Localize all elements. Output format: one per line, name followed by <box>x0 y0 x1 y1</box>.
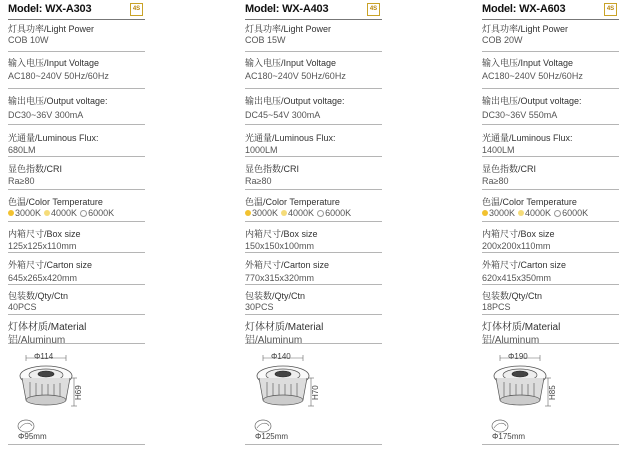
height-dimension: H69 <box>74 385 83 400</box>
spec-row-material <box>8 315 145 344</box>
cct-4000-dot-icon <box>281 210 287 216</box>
spec-row-voltage <box>482 52 619 89</box>
power-value: COB 15W <box>245 35 286 45</box>
cct-options <box>482 208 591 218</box>
downlight-drawing-icon <box>245 348 382 458</box>
spec-row-flux <box>482 125 619 157</box>
downlight-drawing-icon <box>8 348 145 458</box>
material-label: 灯体材质/Material <box>8 322 87 333</box>
spec-row-box <box>245 222 382 253</box>
voltage-value: AC180~240V 50Hz/60Hz <box>245 71 346 81</box>
cct-3000: 3000K <box>15 208 42 218</box>
power-value: COB 20W <box>482 35 523 45</box>
spec-row-cri <box>482 157 619 190</box>
spec-row-carton <box>482 253 619 285</box>
cri-value: Ra≥80 <box>482 176 509 186</box>
cct-label: 色温/Color Temperature <box>482 197 577 207</box>
cri-label: 显色指数/CRI <box>482 164 537 174</box>
box-value: 200x200x110mm <box>482 241 551 251</box>
qty-value: 30PCS <box>245 302 274 312</box>
cri-label: 显色指数/CRI <box>245 164 300 174</box>
output-label: 输出电压/Output voltage: <box>245 96 345 106</box>
cct-6000-dot-icon <box>80 210 87 217</box>
voltage-label: 输入电压/Input Voltage <box>245 58 337 68</box>
cct-4000: 4000K <box>288 208 315 218</box>
spec-row-box <box>482 222 619 253</box>
output-label: 输出电压/Output voltage: <box>482 96 582 106</box>
flux-label: 光通量/Luminous Flux: <box>482 133 573 143</box>
cct-label: 色温/Color Temperature <box>8 197 103 207</box>
spec-row-material <box>482 315 619 344</box>
downlight-drawing-icon <box>482 348 619 458</box>
product-column-a403 <box>245 0 382 441</box>
spec-row-cct <box>482 190 619 222</box>
cct-3000-dot-icon <box>245 210 251 216</box>
cri-value: Ra≥80 <box>8 176 35 186</box>
diameter-dimension: Φ140 <box>271 352 291 361</box>
cct-3000: 3000K <box>252 208 279 218</box>
cct-4000: 4000K <box>525 208 552 218</box>
bottom-divider <box>245 444 382 445</box>
cutout-dimension: Φ95mm <box>18 432 47 441</box>
box-value: 125x125x110mm <box>8 241 77 251</box>
cct-6000-dot-icon <box>317 210 324 217</box>
cct-4000-dot-icon <box>518 210 524 216</box>
spec-row-power <box>8 20 145 52</box>
voltage-label: 输入电压/Input Voltage <box>8 58 100 68</box>
output-label: 输出电压/Output voltage: <box>8 96 108 106</box>
cct-4000: 4000K <box>51 208 78 218</box>
box-label: 内箱尺寸/Box size <box>8 229 81 239</box>
voltage-value: AC180~240V 50Hz/60Hz <box>8 71 109 81</box>
cct-3000: 3000K <box>489 208 516 218</box>
height-dimension: H70 <box>311 385 320 400</box>
material-value: 铝/Aluminum <box>482 335 540 346</box>
spec-row-cri <box>245 157 382 190</box>
cct-6000-dot-icon <box>554 210 561 217</box>
spec-row-output <box>8 89 145 125</box>
product-column-a303 <box>8 0 145 441</box>
power-value: COB 10W <box>8 35 49 45</box>
material-value: 铝/Aluminum <box>8 335 66 346</box>
spec-row-cri <box>8 157 145 190</box>
qty-label: 包装数/Qty/Ctn <box>482 291 543 301</box>
qty-label: 包装数/Qty/Ctn <box>8 291 69 301</box>
diameter-dimension: Φ114 <box>34 352 54 361</box>
cct-6000: 6000K <box>88 208 115 218</box>
box-label: 内箱尺寸/Box size <box>482 229 555 239</box>
power-label: 灯具功率/Light Power <box>482 24 569 34</box>
carton-label: 外箱尺寸/Carton size <box>8 260 93 270</box>
spec-row-cct <box>8 190 145 222</box>
spec-row-voltage <box>8 52 145 89</box>
spec-row-voltage <box>245 52 382 89</box>
flux-value: 1000LM <box>245 145 278 155</box>
spec-row-qty <box>245 285 382 315</box>
cri-value: Ra≥80 <box>245 176 272 186</box>
cct-options <box>245 208 354 218</box>
power-label: 灯具功率/Light Power <box>245 24 332 34</box>
model-header <box>482 0 619 20</box>
spec-row-power <box>245 20 382 52</box>
certification-badge-icon: 4S <box>130 3 143 16</box>
spec-row-cct <box>245 190 382 222</box>
carton-label: 外箱尺寸/Carton size <box>245 260 330 270</box>
model-header <box>245 0 382 20</box>
power-label: 灯具功率/Light Power <box>8 24 95 34</box>
flux-label: 光通量/Luminous Flux: <box>8 133 99 143</box>
model-header <box>8 0 145 20</box>
spec-row-box <box>8 222 145 253</box>
certification-badge-icon: 4S <box>604 3 617 16</box>
carton-value: 770x315x320mm <box>245 273 315 283</box>
carton-value: 645x265x420mm <box>8 273 78 283</box>
cutout-dimension: Φ125mm <box>255 432 289 441</box>
flux-label: 光通量/Luminous Flux: <box>245 133 336 143</box>
cct-3000-dot-icon <box>482 210 488 216</box>
material-value: 铝/Aluminum <box>245 335 303 346</box>
cct-6000: 6000K <box>562 208 589 218</box>
certification-badge-icon: 4S <box>367 3 380 16</box>
cct-label: 色温/Color Temperature <box>245 197 340 207</box>
output-value: DC30~36V 300mA <box>8 110 84 120</box>
bottom-divider <box>482 444 619 445</box>
cct-3000-dot-icon <box>8 210 14 216</box>
voltage-value: AC180~240V 50Hz/60Hz <box>482 71 583 81</box>
height-dimension: H85 <box>548 385 557 400</box>
qty-value: 40PCS <box>8 302 37 312</box>
spec-row-carton <box>8 253 145 285</box>
diameter-dimension: Φ190 <box>508 352 528 361</box>
cct-6000: 6000K <box>325 208 352 218</box>
spec-row-flux <box>8 125 145 157</box>
spec-row-output <box>245 89 382 125</box>
spec-row-power <box>482 20 619 52</box>
flux-value: 680LM <box>8 145 36 155</box>
spec-row-carton <box>245 253 382 285</box>
spec-row-flux <box>245 125 382 157</box>
qty-value: 18PCS <box>482 302 511 312</box>
voltage-label: 输入电压/Input Voltage <box>482 58 574 68</box>
spec-row-qty <box>8 285 145 315</box>
model-title: Model: WX-A403 <box>245 3 329 15</box>
material-label: 灯体材质/Material <box>245 322 324 333</box>
cri-label: 显色指数/CRI <box>8 164 63 174</box>
product-column-a603 <box>482 0 619 441</box>
spec-row-material <box>245 315 382 344</box>
box-value: 150x150x100mm <box>245 241 315 251</box>
cutout-dimension: Φ175mm <box>492 432 526 441</box>
carton-value: 620x415x350mm <box>482 273 552 283</box>
cct-4000-dot-icon <box>44 210 50 216</box>
model-title: Model: WX-A603 <box>482 3 566 15</box>
qty-label: 包装数/Qty/Ctn <box>245 291 306 301</box>
box-label: 内箱尺寸/Box size <box>245 229 318 239</box>
output-value: DC45~54V 300mA <box>245 110 321 120</box>
model-title: Model: WX-A303 <box>8 3 92 15</box>
material-label: 灯体材质/Material <box>482 322 561 333</box>
carton-label: 外箱尺寸/Carton size <box>482 260 567 270</box>
output-value: DC30~36V 550mA <box>482 110 558 120</box>
spec-row-qty <box>482 285 619 315</box>
spec-row-output <box>482 89 619 125</box>
cct-options <box>8 208 117 218</box>
bottom-divider <box>8 444 145 445</box>
flux-value: 1400LM <box>482 145 515 155</box>
